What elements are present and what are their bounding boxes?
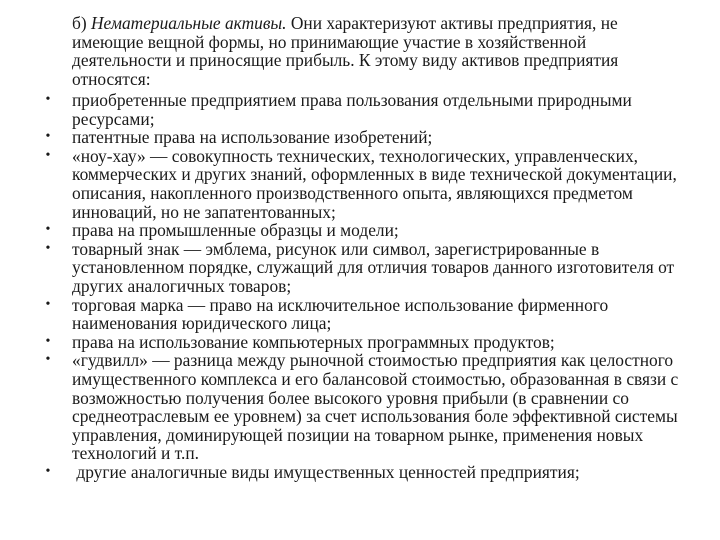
- bullet-icon: •: [45, 147, 51, 163]
- bullet-icon: •: [45, 222, 51, 238]
- list-item-text: права на промышленные образцы и модели;: [72, 220, 399, 241]
- list-item-text: другие аналогичные виды имущественных ценностей предприятия;: [72, 461, 580, 482]
- bullet-icon: •: [45, 333, 51, 349]
- list-item-text: права на использование компьютерных программных продуктов;: [72, 331, 555, 352]
- intro-paragraph: [72, 14, 684, 88]
- list-item: [45, 350, 684, 464]
- list-item-text: патентные права на использование изобретений;: [72, 127, 433, 148]
- bullet-icon: •: [45, 92, 51, 107]
- bullet-icon: •: [45, 129, 51, 145]
- bullet-icon: •: [45, 240, 51, 256]
- list-item-text: «гудвилл» — разница между рыночной стоимостью предприятия как целостного имущественного комплекса и его балансовой стоимостью, образованная в связи с возможностью получения более высокого уровня прибыли (в сравнении со среднеотраслевым ее уровнем) за счет использования боле эффективной системы управления, доминирующей позиции на товарном рынке, применения новых технологий и т.п.: [72, 350, 679, 464]
- list-item: [45, 331, 684, 352]
- bullet-icon: •: [45, 352, 51, 368]
- list-item-text: приобретенные предприятием права пользования отдельными природными ресурсами;: [72, 90, 632, 129]
- list-item: [45, 90, 684, 129]
- list-item: [45, 294, 684, 334]
- list-item-text: торговая марка — право на исключительное использование фирменного наименования юридического лица;: [72, 294, 609, 334]
- list-item-text: товарный знак — эмблема, рисунок или символ, зарегистрированные в установленном порядке, служащий для отличия товаров данного изготовителя от других аналогичных товаров;: [72, 238, 675, 296]
- intro-text: Они характеризуют активы предприятия, не имеющие вещной формы, но принимающие участие в хозяйственной деятельности и приносящие прибыль. К этому виду активов предприятия относятся:: [72, 13, 619, 89]
- list-item: [45, 238, 684, 296]
- bullet-icon: •: [45, 296, 51, 312]
- list-item: [45, 127, 684, 148]
- section-term: Нематериальные активы.: [91, 13, 287, 33]
- bullet-icon: •: [45, 463, 51, 479]
- list-item: [45, 220, 684, 241]
- list-item: [45, 145, 684, 222]
- asset-list: [45, 90, 684, 482]
- section-marker: б): [72, 13, 91, 33]
- list-item: [45, 461, 684, 482]
- list-item-text: «ноу-хау» — совокупность технических, технологических, управленческих, коммерческих и других знаний, оформленных в виде технической документации, описания, накопленного производственного опыта, являющихся предметом инноваций, но не запатентованных;: [72, 145, 677, 222]
